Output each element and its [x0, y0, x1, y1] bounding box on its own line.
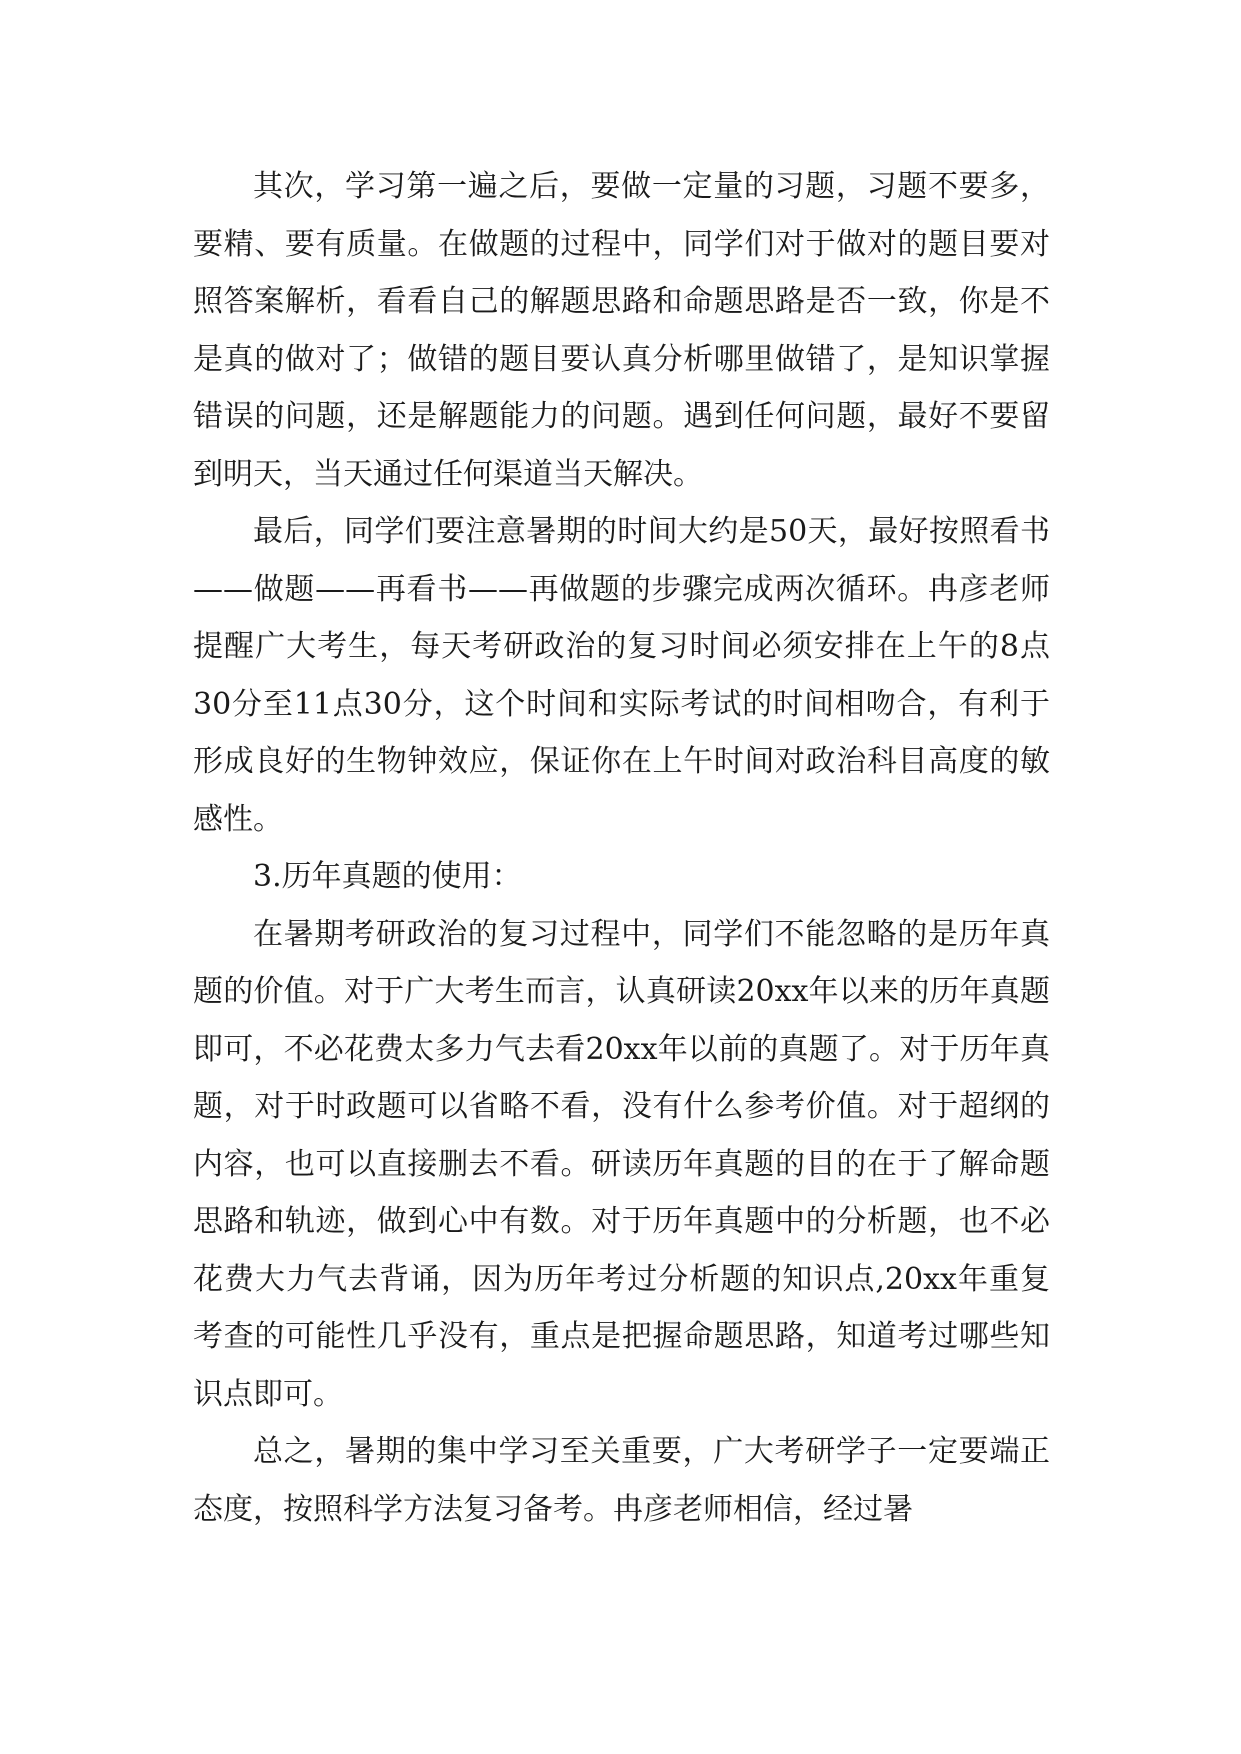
paragraph-review-exercises: 其次，学习第一遍之后，要做一定量的习题，习题不要多，要精、要有质量。在做题的过程中，同学们对于做对的题目要对照答案解析，看看自己的解题思路和命题思路是否一致，你是不是真的做对了；做错的题目要认真分析哪里做错了，是知识掌握错误的问题，还是解题能力的问题。遇到任何问题，最好不要留到明天，当天通过任何渠道当天解决。	[193, 169, 1050, 492]
paragraph-summer-schedule: 最后，同学们要注意暑期的时间大约是50天，最好按照看书——做题——再看书——再做题的步骤完成两次循环。冉彦老师提醒广大考生，每天考研政治的复习时间必须安排在上午的8点30分至11点30分，这个时间和实际考试的时间相吻合，有利于形成良好的生物钟效应，保证你在上午时间对政治科目高度的敏感性。	[193, 514, 1050, 837]
paragraph-past-exams: 在暑期考研政治的复习过程中，同学们不能忽略的是历年真题的价值。对于广大考生而言，认真研读20xx年以来的历年真题即可，不必花费太多力气去看20xx年以前的真题了。对于历年真题，对于时政题可以省略不看，没有什么参考价值。对于超纲的内容，也可以直接删去不看。研读历年真题的目的在于了解命题思路和轨迹，做到心中有数。对于历年真题中的分析题，也不必花费大力气去背诵，因为历年考过分析题的知识点,20xx年重复考查的可能性几乎没有，重点是把握命题思路，知道考过哪些知识点即可。	[193, 916, 1050, 1412]
document-body	[193, 158, 1050, 1538]
paragraph-conclusion: 总之，暑期的集中学习至关重要，广大考研学子一定要端正态度，按照科学方法复习备考。冉彦老师相信，经过暑	[193, 1434, 1050, 1527]
section-heading-past-exams: 3.历年真题的使用：	[253, 859, 522, 894]
